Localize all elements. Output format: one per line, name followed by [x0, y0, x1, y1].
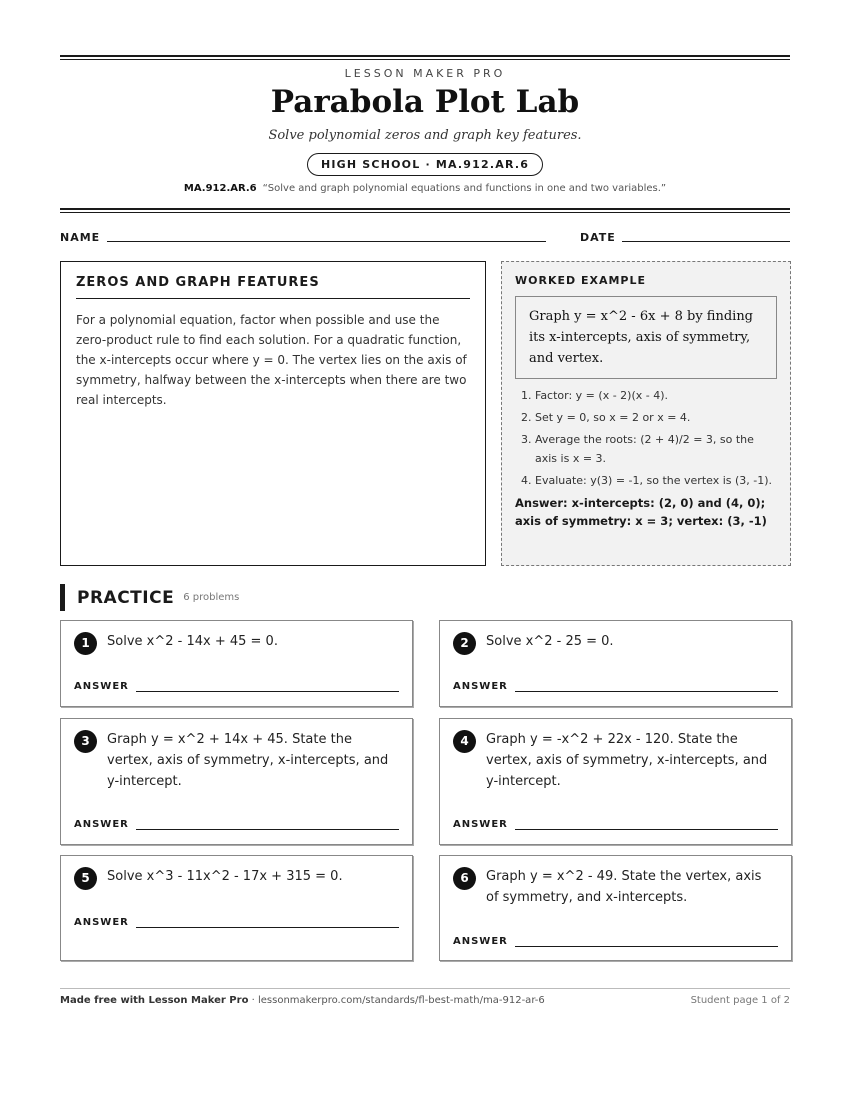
answer-label: ANSWER [74, 917, 129, 928]
problem-number: 5 [74, 867, 97, 890]
problem-card-1 [60, 620, 413, 707]
answer-field-3[interactable] [136, 829, 399, 830]
concept-heading: ZEROS AND GRAPH FEATURES [76, 275, 470, 299]
concept-box [60, 261, 486, 566]
header-bottom-rule [60, 208, 790, 213]
page-title: Parabola Plot Lab [270, 84, 580, 120]
answer-field-2[interactable] [515, 691, 778, 692]
problem-text: Graph y = -x^2 + 22x - 120. State the vertex, axis of symmetry, x-intercepts, and y-intercept. [486, 732, 768, 789]
problem-card-5 [60, 855, 413, 961]
worked-step: 1. Factor: y = (x - 2)(x - 4). [535, 386, 777, 405]
footer-made-with: Made free with Lesson Maker Pro [60, 995, 249, 1006]
problem-text: Solve x^2 - 14x + 45 = 0. [107, 634, 278, 649]
answer-field-6[interactable] [515, 946, 778, 947]
footer-url[interactable]: · lessonmakerpro.com/standards/fl-best-math/ma-912-ar-6 [248, 995, 545, 1006]
standard-line [60, 183, 790, 194]
problem-number: 3 [74, 730, 97, 753]
problem-number: 6 [453, 867, 476, 890]
answer-label: ANSWER [74, 681, 129, 692]
badge-wrap [60, 153, 790, 176]
worked-example-heading: WORKED EXAMPLE [515, 274, 646, 287]
problem-number: 2 [453, 632, 476, 655]
answer-label: ANSWER [453, 681, 508, 692]
worked-step: 4. Evaluate: y(3) = -1, so the vertex is (3, -1). [535, 471, 777, 490]
standard-code: MA.912.AR.6 [183, 183, 257, 194]
footer-page-number: Student page 1 of 2 [690, 995, 790, 1006]
grade-standard-badge: HIGH SCHOOL · MA.912.AR.6 [307, 153, 543, 176]
worksheet-page [60, 0, 790, 1100]
worked-step: 3. Average the roots: (2 + 4)/2 = 3, so the axis is x = 3. [535, 430, 777, 468]
worked-example-steps [515, 386, 777, 490]
page-subtitle: Solve polynomial zeros and graph key features. [268, 128, 582, 143]
problem-card-3 [60, 718, 413, 845]
answer-label: ANSWER [453, 819, 508, 830]
answer-field-4[interactable] [515, 829, 778, 830]
worked-example-box [501, 261, 791, 566]
header-top-rule [60, 55, 790, 60]
practice-title: PRACTICE [77, 587, 175, 608]
footer-rule [60, 988, 790, 989]
brand-name: LESSON MAKER PRO [344, 67, 506, 80]
problem-text: Solve x^3 - 11x^2 - 17x + 315 = 0. [107, 869, 343, 884]
problem-text: Graph y = x^2 - 49. State the vertex, axis of symmetry, and x-intercepts. [486, 869, 762, 905]
practice-count: 6 problems [183, 592, 240, 603]
name-label: NAME [60, 231, 101, 244]
problem-number: 4 [453, 730, 476, 753]
name-field[interactable] [107, 241, 546, 242]
answer-field-5[interactable] [136, 927, 399, 928]
problem-card-2 [439, 620, 792, 707]
concept-body: For a polynomial equation, factor when possible and use the zero-product rule to find each solution. For a quadratic function, the x-intercepts occur where y = 0. The vertex lies on the axis of symmetry, halfway between the x-intercepts when there are two real intercepts. [76, 313, 467, 407]
problem-card-4 [439, 718, 792, 845]
standard-text: “Solve and graph polynomial equations and functions in one and two variables.” [262, 183, 667, 194]
answer-field-1[interactable] [136, 691, 399, 692]
footer-credit [60, 995, 545, 1006]
date-label: DATE [580, 231, 616, 244]
problem-card-6 [439, 855, 792, 961]
practice-heading [60, 584, 239, 611]
problem-text: Graph y = x^2 + 14x + 45. State the vertex, axis of symmetry, x-intercepts, and y-intercept. [107, 732, 389, 789]
worked-step: 2. Set y = 0, so x = 2 or x = 4. [535, 408, 777, 427]
worked-example-answer: Answer: x-intercepts: (2, 0) and (4, 0); axis of symmetry: x = 3; vertex: (3, -1) [515, 496, 767, 528]
date-field[interactable] [622, 241, 790, 242]
answer-label: ANSWER [453, 936, 508, 947]
worked-example-prompt: Graph y = x^2 - 6x + 8 by finding its x-intercepts, axis of symmetry, and vertex. [515, 296, 777, 379]
problem-text: Solve x^2 - 25 = 0. [486, 634, 614, 649]
answer-label: ANSWER [74, 819, 129, 830]
problem-number: 1 [74, 632, 97, 655]
